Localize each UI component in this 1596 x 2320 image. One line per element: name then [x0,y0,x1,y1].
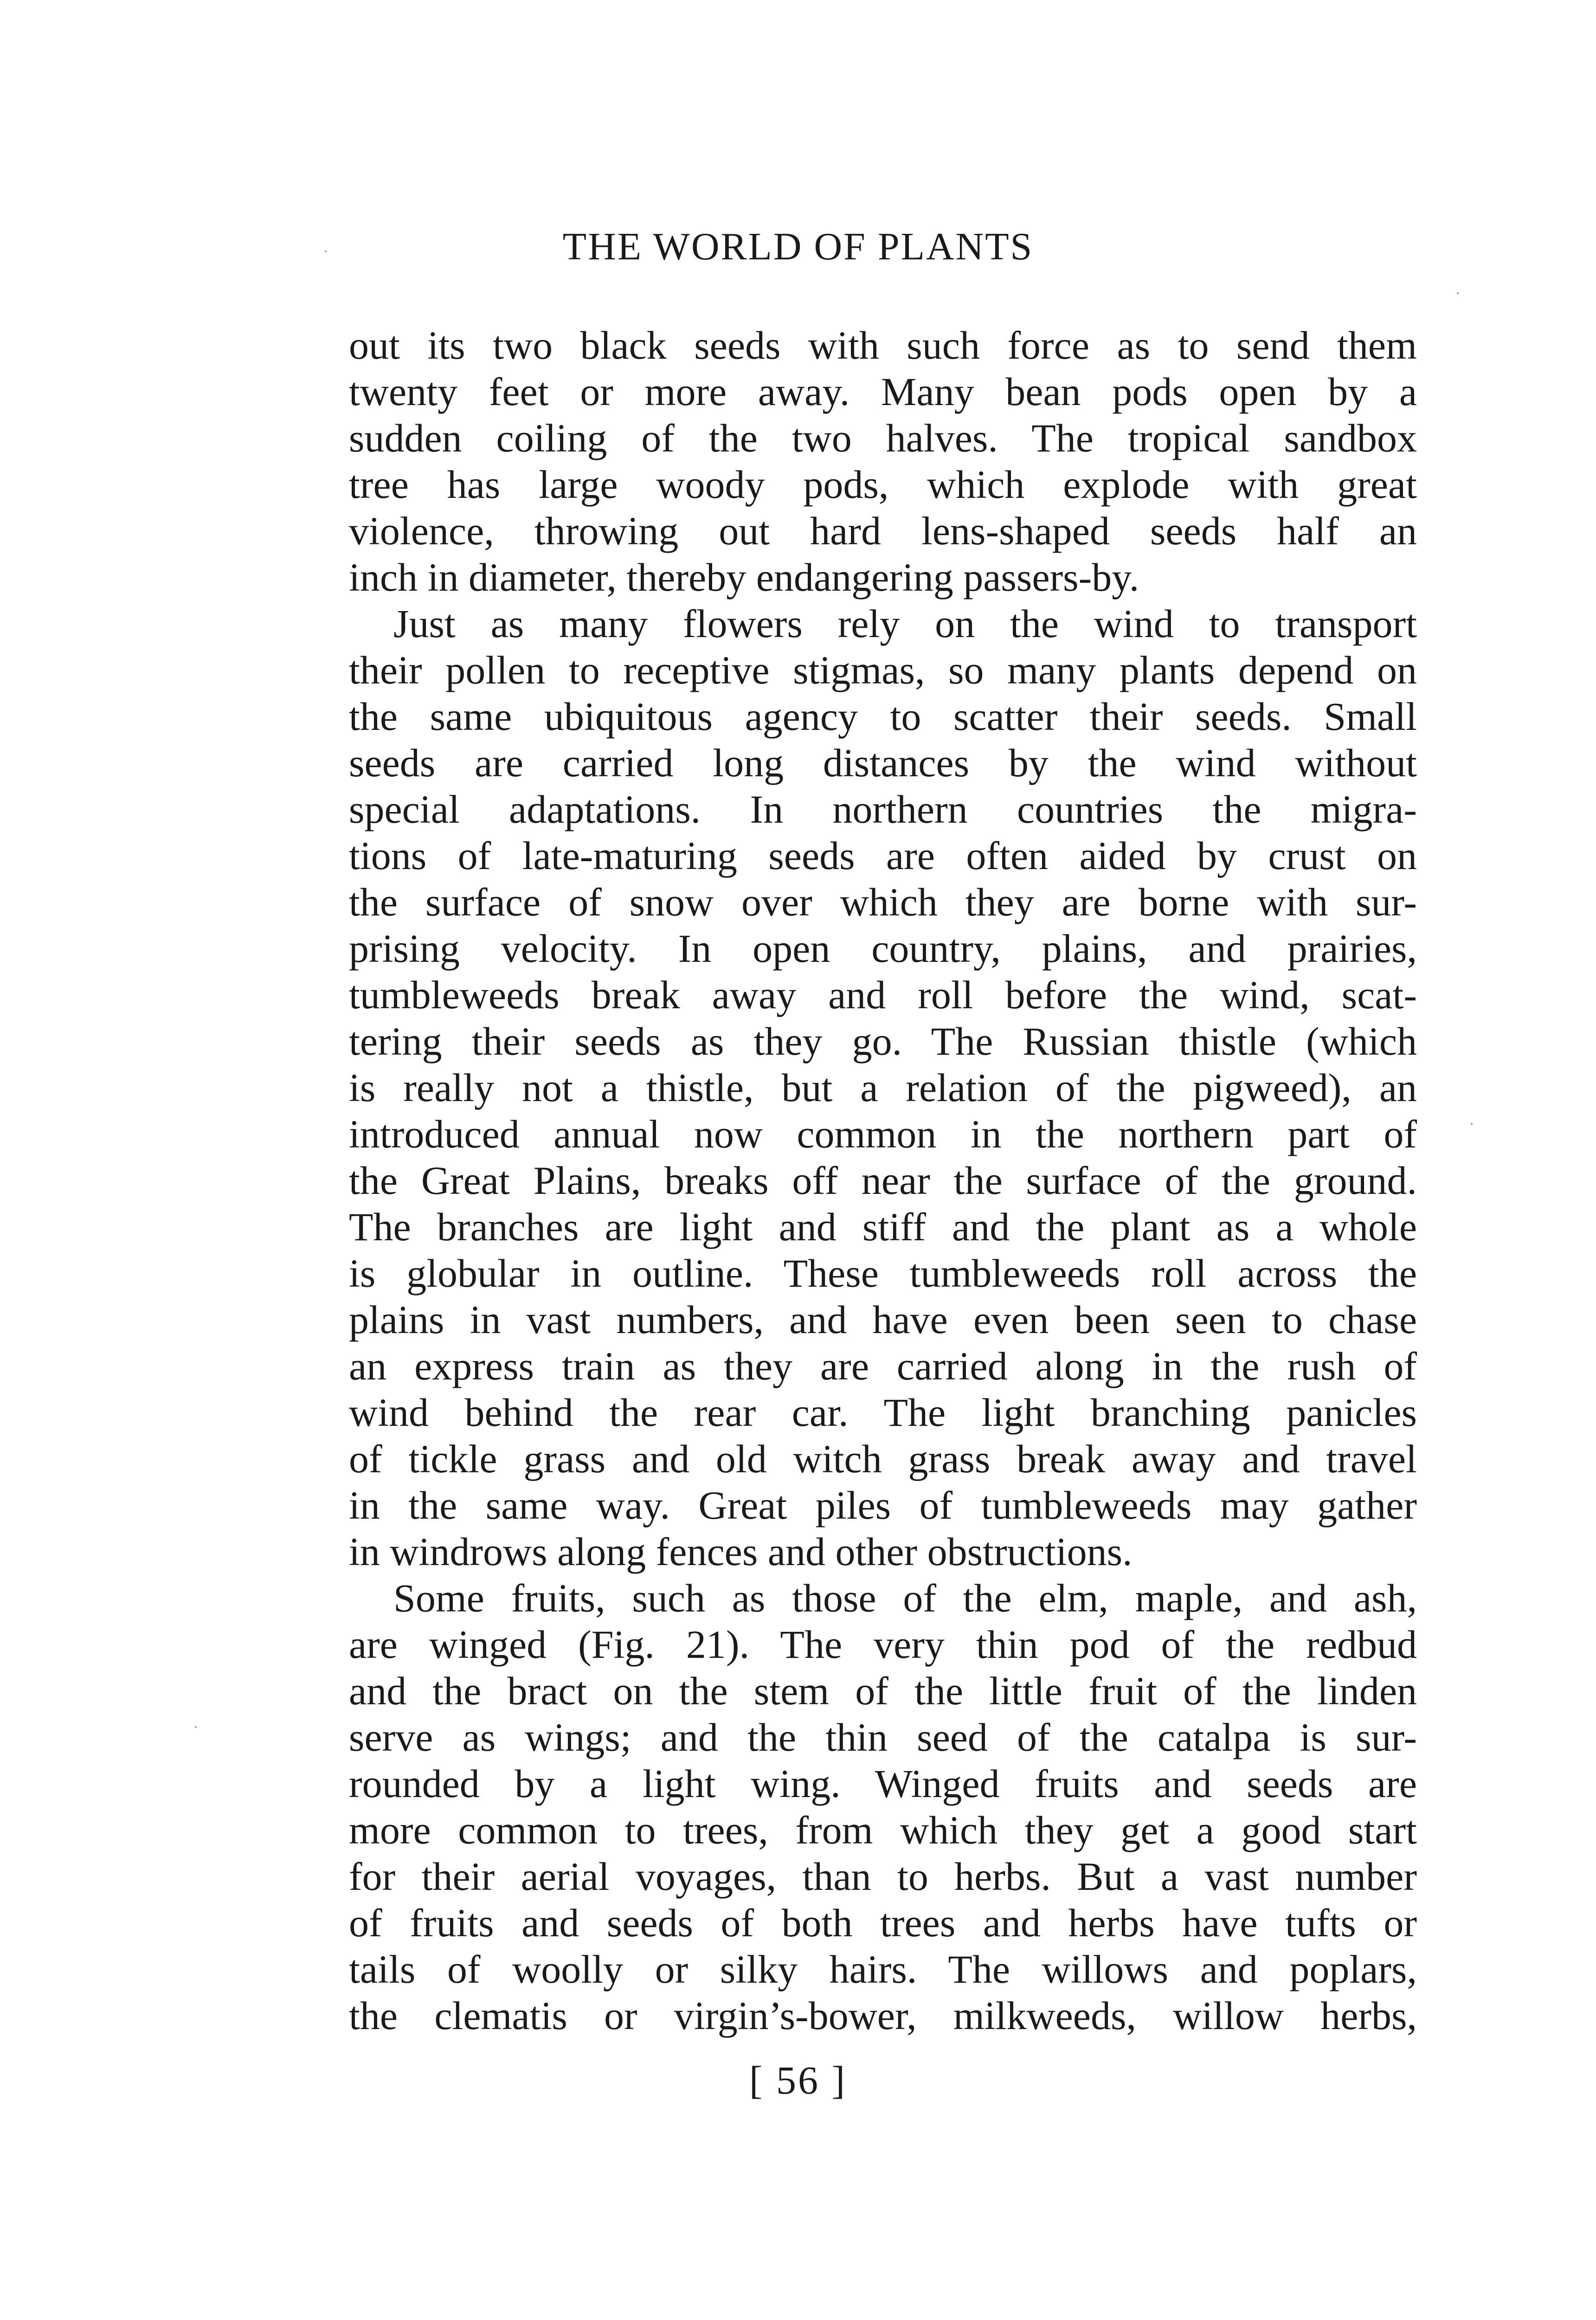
running-head: THE WORLD OF PLANTS [562,225,1034,268]
text-line: of fruits and seeds of both trees and herbs have tufts or [349,1901,1417,1945]
text-line: violence, throwing out hard lens-shaped seeds half an [349,509,1417,553]
text-line: introduced annual now common in the northern part of [349,1112,1417,1156]
paragraph [349,1575,1417,2039]
text-line: more common to trees, from which they get a good start [349,1808,1417,1852]
text-line: prising velocity. In open country, plains, and prairies, [349,926,1417,971]
text-line: is globular in outline. These tumbleweeds roll across the [349,1251,1417,1295]
text-line: the same ubiquitous agency to scatter their seeds. Small [349,694,1417,739]
text-line: the Great Plains, breaks off near the surface of the ground. [349,1158,1417,1203]
body-text [349,322,1417,2039]
text-line: tumbleweeds break away and roll before the wind, scat- [349,973,1417,1017]
text-line: tions of late-maturing seeds are often aided by crust on [349,833,1417,878]
page-number: [ 56 ] [749,2058,847,2102]
text-line: sudden coiling of the two halves. The tropical sandbox [349,416,1417,460]
text-line: inch in diameter, thereby endangering passers-by. [349,555,1139,599]
text-line: the clematis or virgin’s-bower, milkweeds, willow herbs, [349,1993,1417,2038]
paper-speck [195,1726,197,1728]
text-line: is really not a thistle, but a relation of the pigweed), an [349,1065,1417,1110]
text-line: are winged (Fig. 21). The very thin pod of the redbud [349,1622,1417,1667]
text-line: Some fruits, such as those of the elm, maple, and ash, [393,1576,1417,1620]
paper-speck [1471,1123,1473,1125]
text-line: in windrows along fences and other obstructions. [349,1529,1133,1574]
text-line: twenty feet or more away. Many bean pods open by a [349,369,1417,414]
text-line: seeds are carried long distances by the wind without [349,741,1417,785]
text-line: of tickle grass and old witch grass break away and travel [349,1437,1417,1481]
text-line: the surface of snow over which they are borne with sur- [349,880,1417,924]
text-line: special adaptations. In northern countries the migra- [349,787,1417,831]
paper-speck [325,251,327,252]
paragraph [349,600,1417,1575]
text-line: The branches are light and stiff and the plant as a whole [349,1205,1417,1249]
text-line: rounded by a light wing. Winged fruits and seeds are [349,1761,1417,1806]
text-line: out its two black seeds with such force as to send them [349,323,1417,367]
text-line: their pollen to receptive stigmas, so many plants depend on [349,648,1417,692]
paragraph [349,322,1417,600]
text-line: wind behind the rear car. The light branching panicles [349,1390,1417,1435]
text-line: in the same way. Great piles of tumbleweeds may gather [349,1483,1417,1527]
text-line: tering their seeds as they go. The Russian thistle (which [349,1019,1417,1063]
paper-speck [1457,292,1459,294]
text-line: tree has large woody pods, which explode with great [349,462,1417,507]
text-line: serve as wings; and the thin seed of the catalpa is sur- [349,1715,1417,1759]
text-line: and the bract on the stem of the little fruit of the linden [349,1669,1417,1713]
text-line: Just as many flowers rely on the wind to transport [393,601,1417,646]
text-line: for their aerial voyages, than to herbs. But a vast number [349,1854,1417,1899]
text-line: tails of woolly or silky hairs. The willows and poplars, [349,1947,1417,1991]
text-line: plains in vast numbers, and have even been seen to chase [349,1297,1417,1342]
text-line: an express train as they are carried along in the rush of [349,1344,1417,1388]
